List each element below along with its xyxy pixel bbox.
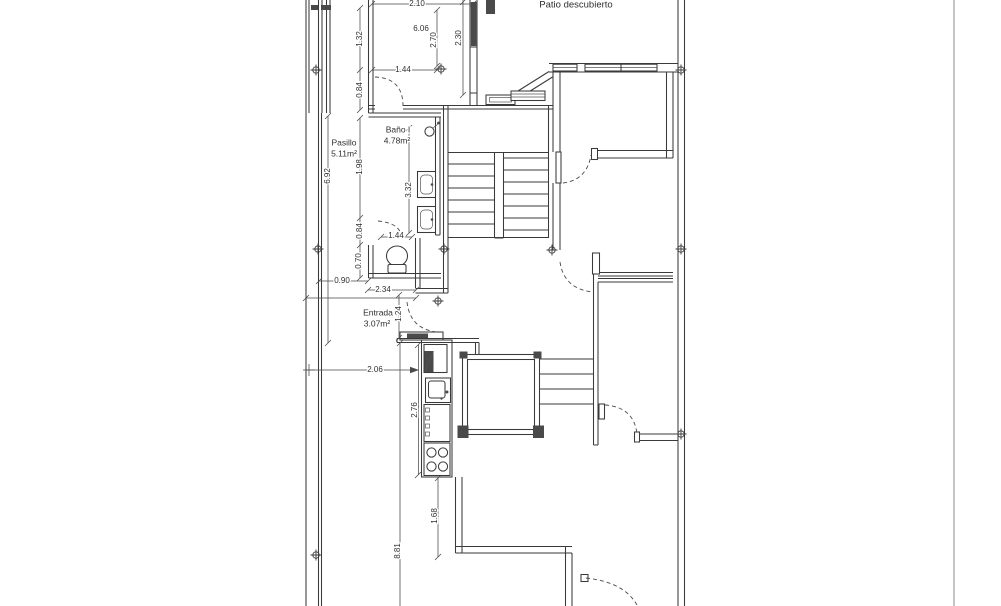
top-right-room-walls xyxy=(592,72,674,160)
dim-1-44-b: 1.44 xyxy=(388,231,404,241)
right-middle-room-walls xyxy=(593,253,679,445)
dim-1-44-a: 1.44 xyxy=(395,65,411,75)
toilet-fixture xyxy=(387,246,408,273)
dim-1-68: 1.68 xyxy=(430,508,440,524)
dim-6-06: 6.06 xyxy=(413,24,429,34)
door-leaf xyxy=(556,152,561,183)
exterior-steps xyxy=(540,359,594,404)
dim-1-32: 1.32 xyxy=(355,31,365,47)
dim-2-76: 2.76 xyxy=(410,402,420,418)
wc xyxy=(369,245,442,278)
window-glazing-bar xyxy=(471,2,477,46)
door-arc xyxy=(375,77,403,106)
central-patio-shaft xyxy=(458,352,594,439)
room-area-pasillo: 5.11m² xyxy=(331,148,357,159)
kitchen xyxy=(400,332,452,477)
room-label-bano: Baño I xyxy=(385,124,411,135)
room-area-entrada: 3.07m² xyxy=(363,318,391,329)
washbasin-fixture xyxy=(418,207,436,233)
kitchen-sink-fixture xyxy=(426,378,451,403)
shower-fixture xyxy=(425,122,440,137)
stair-treads-right xyxy=(504,158,549,230)
dim-8-81: 8.81 xyxy=(393,543,403,559)
bottom-walls xyxy=(456,477,589,606)
door-jamb xyxy=(635,432,640,442)
dim-2-34: 2.34 xyxy=(375,285,391,295)
dimension-arrowhead xyxy=(410,367,419,373)
cabinet-fixture xyxy=(424,405,450,442)
door-jamb xyxy=(599,404,605,419)
right-boundary-wall xyxy=(678,0,685,606)
room-label-entrada: Entrada xyxy=(363,307,393,318)
annotations xyxy=(323,0,613,559)
door-jamb xyxy=(593,253,600,274)
room-area-bano: 4.78m² xyxy=(383,135,411,146)
dim-2-10: 2.10 xyxy=(409,0,425,9)
door-jamb xyxy=(592,149,598,160)
door-arc xyxy=(407,302,437,332)
washbasin-fixture xyxy=(418,172,436,198)
fridge-fixture xyxy=(424,345,447,373)
patio-walls xyxy=(486,64,678,105)
dim-1-24: 1.24 xyxy=(394,306,404,322)
dim-0-70: 0.70 xyxy=(354,253,364,269)
dim-6-92: 6.92 xyxy=(323,168,333,184)
room-label-patio: Patio descubierto xyxy=(539,0,613,11)
dim-2-30: 2.30 xyxy=(454,30,464,46)
dim-0-84-a: 0.84 xyxy=(355,82,365,98)
dim-2-70: 2.70 xyxy=(429,32,439,48)
door-arc xyxy=(560,262,593,292)
stair-treads-left xyxy=(448,164,495,224)
door-arc xyxy=(586,578,637,605)
dimension-lines xyxy=(303,0,476,606)
dim-3-32: 3.32 xyxy=(404,182,414,198)
door-arc xyxy=(563,155,591,183)
room-label-pasillo: Pasillo xyxy=(331,137,357,148)
dim-1-98: 1.98 xyxy=(355,159,365,175)
left-boundary-wall xyxy=(306,0,331,606)
dim-2-06: 2.06 xyxy=(367,365,383,375)
door-arc xyxy=(605,405,637,434)
bathroom xyxy=(418,117,441,235)
dim-0-84-b: 0.84 xyxy=(355,223,365,239)
dim-0-90: 0.90 xyxy=(334,276,350,286)
stove-fixture xyxy=(424,443,450,476)
